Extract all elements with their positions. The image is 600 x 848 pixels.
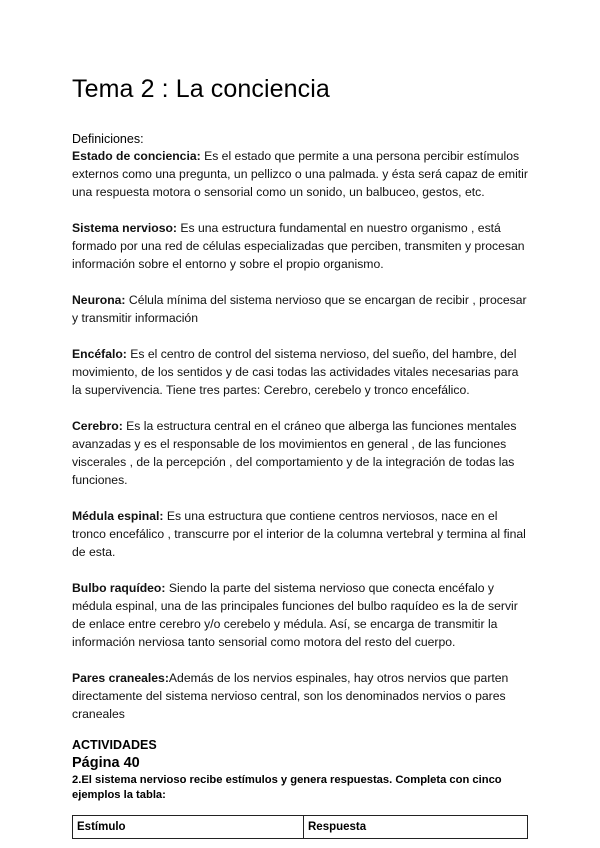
definition-text: Es el estado que permite a una persona percibir estímulos externos como una pregunta, un pellizco o una palmada. y ésta será capaz de emitir una respuesta motora o sensorial como un sonido, un balbuceo, gestos, etc.: [72, 149, 528, 199]
definition-term: Sistema nervioso:: [72, 221, 177, 235]
definition-text: Es una estructura fundamental en nuestro organismo , está formado por una red de células especializadas que perciben, transmiten y procesan información sobre el entorno y sobre el propio organismo.: [72, 221, 525, 271]
definition-term: Cerebro:: [72, 419, 123, 433]
definition-term: Pares craneales:: [72, 671, 169, 685]
definitions-heading: Definiciones:: [72, 132, 144, 146]
definition-estado-de-conciencia: [72, 147, 528, 201]
definition-pares-craneales: [72, 669, 528, 723]
definition-term: Bulbo raquídeo:: [72, 581, 166, 595]
definition-sistema-nervioso: [72, 219, 528, 273]
definition-text: Es el centro de control del sistema nervioso, del sueño, del hambre, del movimiento, de los sentidos y de casi todas las actividades vitales necesarias para la supervivencia. Tiene tres partes: Cerebro, cerebelo y tronco encefálico.: [72, 347, 519, 397]
activity-instruction: 2.El sistema nervioso recibe estímulos y genera respuestas. Completa con cinco ejemplos la tabla:: [72, 774, 502, 801]
stimulus-response-table: [72, 815, 528, 839]
definition-text: Es una estructura que contiene centros nerviosos, nace en el tronco encefálico , transcurre por el interior de la columna vertebral y termina al final de esta.: [72, 509, 526, 559]
definition-text: Además de los nervios espinales, hay otros nervios que parten directamente del sistema nervioso central, son los denominados nervios o pares craneales: [72, 671, 509, 721]
definition-text: Es la estructura central en el cráneo que alberga las funciones mentales avanzadas y es el responsable de los movimientos en general , de las funciones viscerales , de la percepción , del comportamiento y de la integración de todas las funciones.: [72, 419, 517, 487]
definition-cerebro: [72, 417, 528, 489]
table-header-respuesta: Respuesta: [304, 816, 528, 839]
definition-term: Neurona:: [72, 293, 126, 307]
table-header-row: [73, 816, 528, 839]
definition-text: Siendo la parte del sistema nervioso que conecta encéfalo y médula espinal, una de las principales funciones del bulbo raquídeo es la de servir de enlace entre cerebro y/o cerebelo y médula. Así, se encarga de transmitir la información nerviosa tanto sensorial como motora del resto del cuerpo.: [72, 581, 518, 649]
definition-neurona: [72, 291, 528, 327]
definition-encefalo: [72, 345, 528, 399]
definition-bulbo-raquideo: [72, 579, 528, 651]
activities-heading: ACTIVIDADES: [72, 738, 157, 752]
page-title: Tema 2 : La conciencia: [72, 75, 330, 103]
definition-term: Encéfalo:: [72, 347, 127, 361]
definition-medula-espinal: [72, 507, 528, 561]
definition-text: Célula mínima del sistema nervioso que se encargan de recibir , procesar y transmitir información: [72, 293, 527, 325]
definition-term: Médula espinal:: [72, 509, 164, 523]
page-reference: Página 40: [72, 755, 140, 771]
table-header-estimulo: Estímulo: [73, 816, 304, 839]
definition-term: Estado de conciencia:: [72, 149, 201, 163]
